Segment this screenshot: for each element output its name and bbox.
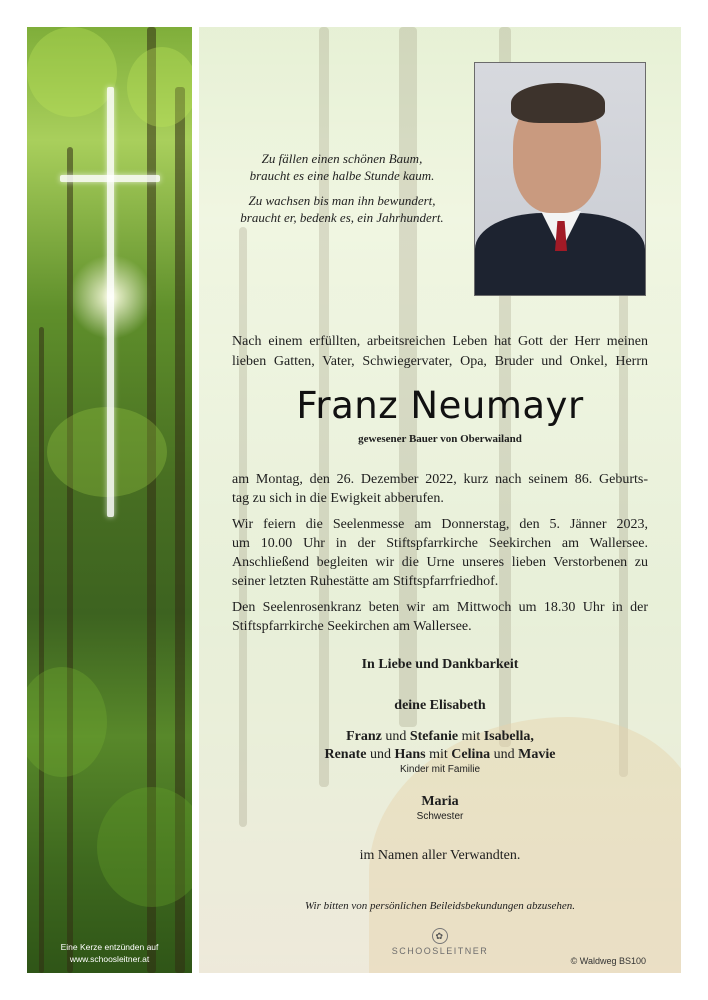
copyright-text: © Waldweg BS100 bbox=[570, 956, 646, 966]
funeral-home-logo bbox=[380, 928, 500, 956]
poem-stanza-1 bbox=[222, 150, 462, 184]
poem-line: braucht er, bedenk es, ein Jahrhundert. bbox=[240, 210, 444, 225]
cross-icon bbox=[107, 87, 114, 517]
children-line-1: Franz und Stefanie mit Isabella, bbox=[346, 729, 534, 744]
sibling-caption: Schwester bbox=[416, 811, 464, 822]
poem-line: Zu wachsen bis man ihn bewundert, bbox=[248, 193, 436, 208]
candle-link[interactable] bbox=[27, 941, 192, 965]
rosary-notice: Den Seelenrosenkranz beten wir am Mittwoch um 18.30 Uhr in der Stiftspfarrkirche Seekirchen am Wallersee. bbox=[232, 600, 648, 634]
children-line-2: Renate und Hans mit Celina und Mavie bbox=[324, 747, 556, 762]
children-caption: Kinder mit Familie bbox=[399, 764, 481, 775]
relatives-line: im Namen aller Verwandten. bbox=[359, 848, 521, 863]
candle-text: Eine Kerze entzünden auf bbox=[60, 942, 159, 952]
forest-cross-image bbox=[27, 27, 192, 973]
poem-line: Zu fällen einen schönen Baum, bbox=[261, 151, 423, 166]
wife-name: deine Elisabeth bbox=[394, 698, 486, 713]
portrait-photo bbox=[474, 62, 646, 296]
poem-line: braucht es eine halbe Stunde kaum. bbox=[249, 168, 435, 183]
intro-text: Nach einem erfüllten, arbeitsreichen Leben hat Gott der Herr meinen lieben Gatten, Vater, Schwiegervater, Opa, Bruder und Onkel, Herrn bbox=[232, 334, 648, 369]
mass-notice: Wir feiern die Seelenmesse am Donnerstag, den 5. Jänner 2023, um 10.00 Uhr in der Stiftspfarrkirche Seekirchen am Wallersee. Anschließend begleiten wir die Urne unseres lieben Verstorbenen zu seiner letzten Ruhestätte am Stiftspfarrfriedhof. bbox=[232, 517, 648, 589]
rose-icon: ✿ bbox=[432, 928, 448, 944]
condolence-notice: Wir bitten von persönlichen Beileidsbekundungen abzusehen. bbox=[304, 900, 576, 912]
website-link[interactable]: www.schoosleitner.at bbox=[69, 954, 150, 964]
deceased-name: Franz Neumayr bbox=[296, 384, 584, 427]
death-notice: am Montag, den 26. Dezember 2022, kurz nach seinem 86. Geburts- tag zu sich in die Ewigkeit abberufen. bbox=[232, 472, 648, 506]
sibling-name: Maria bbox=[421, 794, 459, 809]
cross-bar bbox=[60, 175, 160, 182]
deceased-description: gewesener Bauer von Oberwailand bbox=[358, 433, 522, 445]
poem-stanza-2 bbox=[222, 192, 462, 226]
logo-text: SCHOOSLEITNER bbox=[391, 946, 489, 956]
greeting: In Liebe und Dankbarkeit bbox=[361, 657, 519, 672]
